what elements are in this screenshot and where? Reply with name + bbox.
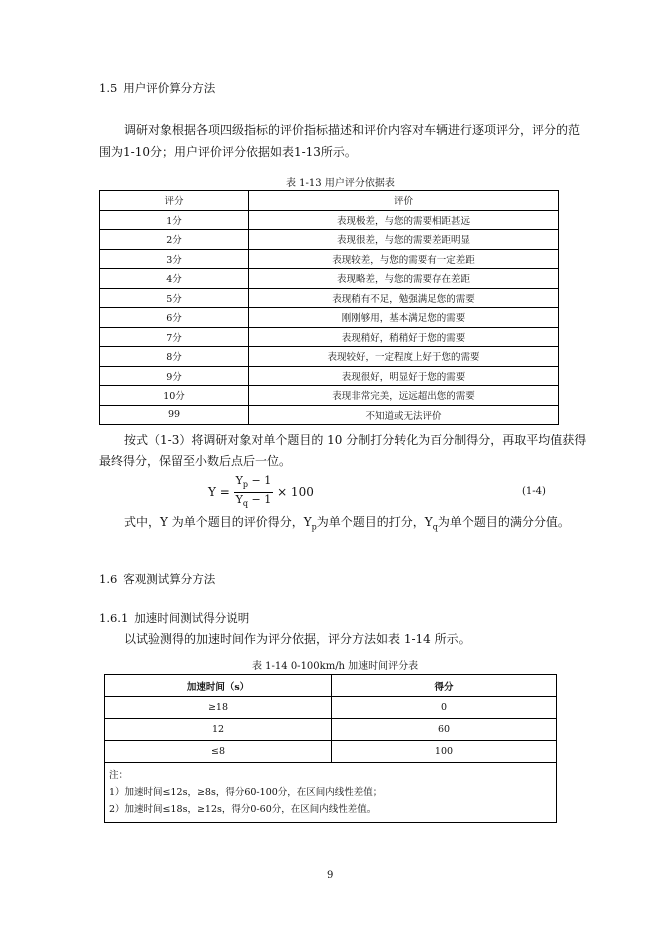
table-cell: 表现略差，与您的需要存在差距 xyxy=(249,269,559,289)
table-cell: 99 xyxy=(100,405,249,425)
section-heading-1-6-1: 1.6.1 加速时间测试得分说明 xyxy=(99,611,250,625)
table-cell: 3分 xyxy=(100,249,249,269)
table-row xyxy=(100,347,559,367)
table-note: 注： 1）加速时间≤12s，≥8s，得分60-100分，在区间内线性差值； 2）加速时间≤18s，≥12s，得分0-60分，在区间内线性差值。 xyxy=(105,763,557,823)
formula: Y = $\frac{Y_p - 1}{Y_q - 1}$ × 100 xyxy=(208,474,314,511)
table-caption: 表 1-14 0-100km/h 加速时间评分表 xyxy=(252,661,419,672)
paragraph-line: 围为1-10分；用户评价评分依据如表1-13所示。 xyxy=(99,145,357,159)
table-row xyxy=(105,697,557,719)
table-cell: 6分 xyxy=(100,308,249,328)
page-number: 9 xyxy=(327,870,334,881)
table-row xyxy=(100,230,559,250)
formula-explanation: 式中，Y 为单个题目的评价得分，$Y_p$为单个题目的打分，$Y_q$为单个题目的满分分值。 xyxy=(124,515,570,532)
table-cell: 表现极差，与您的需要相距甚远 xyxy=(249,210,559,230)
table-row xyxy=(100,308,559,328)
column-header: 得分 xyxy=(332,675,557,697)
table-note-row xyxy=(105,763,557,823)
section-heading-1-5: 1.5 用户评价算分方法 xyxy=(99,81,216,95)
table-cell: 10分 xyxy=(100,386,249,406)
fraction: $\frac{Y_p - 1}{Y_q - 1}$ xyxy=(235,474,272,509)
table-cell: 表现较差，与您的需要有一定差距 xyxy=(249,249,559,269)
table-cell: 8分 xyxy=(100,347,249,367)
table-cell: 表现较好，一定程度上好于您的需要 xyxy=(249,347,559,367)
table-caption: 表 1-13 用户评分依据表 xyxy=(286,178,395,189)
acceleration-score-table xyxy=(104,674,557,823)
formula-number: (1-4) xyxy=(522,486,546,497)
table-row xyxy=(100,210,559,230)
table-cell: 100 xyxy=(332,741,557,763)
table-cell: 表现很好，明显好于您的需要 xyxy=(249,366,559,386)
table-header-row xyxy=(100,191,559,211)
table-cell: 表现很差，与您的需要差距明显 xyxy=(249,230,559,250)
section-heading-1-6: 1.6 客观测试算分方法 xyxy=(99,572,216,586)
table-row xyxy=(105,741,557,763)
table-row xyxy=(100,366,559,386)
table-cell: 刚刚够用，基本满足您的需要 xyxy=(249,308,559,328)
table-row xyxy=(100,405,559,425)
table-cell: 2分 xyxy=(100,230,249,250)
table-cell: 0 xyxy=(332,697,557,719)
table-cell: ≥18 xyxy=(105,697,332,719)
table-row xyxy=(100,269,559,289)
column-header: 评分 xyxy=(100,191,249,211)
table-row xyxy=(100,249,559,269)
table-cell: 表现非常完美，远远超出您的需要 xyxy=(249,386,559,406)
paragraph-line: 以试验测得的加速时间作为评分依据，评分方法如表 1-14 所示。 xyxy=(124,632,471,646)
user-rating-table xyxy=(99,190,559,425)
table-cell: 表现稍好，稍稍好于您的需要 xyxy=(249,327,559,347)
table-cell: 5分 xyxy=(100,288,249,308)
table-cell: 9分 xyxy=(100,366,249,386)
table-cell: 7分 xyxy=(100,327,249,347)
table-cell: 4分 xyxy=(100,269,249,289)
paragraph-line: 最终得分，保留至小数后点后一位。 xyxy=(99,454,292,468)
table-row xyxy=(100,288,559,308)
table-header-row xyxy=(105,675,557,697)
table-row xyxy=(100,327,559,347)
table-cell: 表现稍有不足，勉强满足您的需要 xyxy=(249,288,559,308)
table-row xyxy=(105,719,557,741)
column-header: 加速时间（s） xyxy=(105,675,332,697)
table-cell: 1分 xyxy=(100,210,249,230)
paragraph-line: 按式（1-3）将调研对象对单个题目的 10 分制打分转化为百分制得分，再取平均值获得 xyxy=(124,433,587,447)
table-cell: 60 xyxy=(332,719,557,741)
table-cell: 不知道或无法评价 xyxy=(249,405,559,425)
column-header: 评价 xyxy=(249,191,559,211)
table-cell: 12 xyxy=(105,719,332,741)
paragraph-line: 调研对象根据各项四级指标的评价指标描述和评价内容对车辆进行逐项评分，评分的范 xyxy=(124,123,581,137)
table-row xyxy=(100,386,559,406)
table-cell: ≤8 xyxy=(105,741,332,763)
